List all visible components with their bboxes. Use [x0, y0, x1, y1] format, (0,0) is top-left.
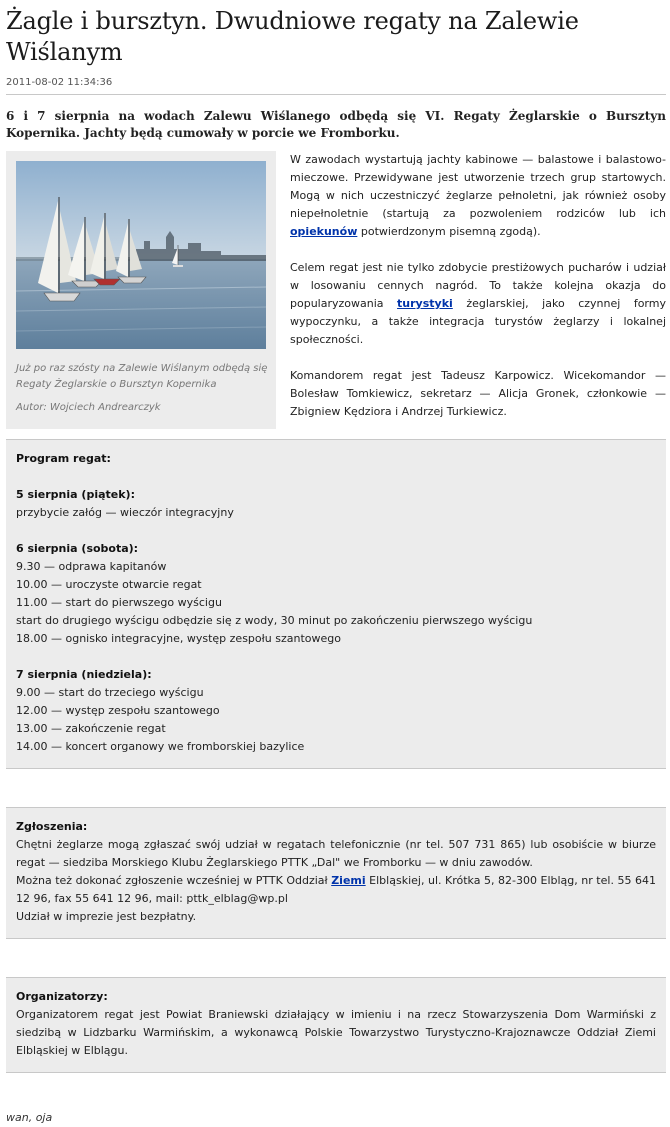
program-box	[6, 439, 666, 769]
author-signature: wan, oja	[6, 1111, 53, 1124]
link-turystyki[interactable]: turystyki	[397, 297, 453, 310]
spacer	[16, 468, 656, 486]
article-intro-section	[6, 151, 666, 429]
program-item: 13.00 — zakończenie regat	[16, 722, 166, 735]
program-item: przybycie załóg — wieczór integracyjny	[16, 506, 234, 519]
day-title: 5 sierpnia (piątek):	[16, 488, 135, 501]
article-title: Żagle i bursztyn. Dwudniowe regaty na Zalewie Wiślanym	[6, 7, 579, 66]
program-heading: Program regat:	[16, 452, 111, 465]
organizatorzy-heading: Organizatorzy:	[16, 990, 108, 1003]
article-lead: 6 i 7 sierpnia na wodach Zalewu Wiślanego odbędą się VI. Regaty Żeglarskie o Bursztyn Kopernika. Jachty będą cumowały w porcie we Fromborku.	[6, 109, 666, 140]
program-item: 11.00 — start do pierwszego wyścigu	[16, 596, 222, 609]
body-text: potwierdzonym pisemną zgodą).	[357, 225, 541, 238]
divider	[6, 94, 666, 95]
body-text: W zawodach wystartują jachty kabinowe — balastowe i balastowo-mieczowe. Przewidywane jest utworzenie trzech grup startowych. Mogą w nich uczestniczyć żeglarze pełnoletni, jak również osoby niepełnoletnie (startują za pozwoleniem rodziców lub ich	[290, 153, 666, 220]
organizatorzy-box	[6, 977, 666, 1073]
body-text: Celem regat jest nie tylko zdobycie prestiżowych pucharów i udział w losowaniu cennych nagród. To także kolejna okazja do popularyzowania	[290, 261, 666, 310]
zgloszenia-text-part: Można też dokonać zgłoszenie wcześniej w PTTK Oddział	[16, 874, 332, 887]
program-item: 9.30 — odprawa kapitanów	[16, 560, 167, 573]
body-paragraph	[290, 259, 666, 349]
photo-figure	[6, 151, 276, 429]
photo-caption: Już po raz szósty na Zalewie Wiślanym odbędą się Regaty Żeglarskie o Bursztyn Kopernika	[16, 363, 268, 390]
program-item: 18.00 — ognisko integracyjne, występ zespołu szantowego	[16, 632, 341, 645]
program-item: 12.00 — występ zespołu szantowego	[16, 704, 220, 717]
article	[6, 0, 666, 1124]
zgloszenia-text: Chętni żeglarze mogą zgłaszać swój udział w regatach telefonicznie (nr tel. 507 731 865) lub osobiście w biurze regat — siedziba Morskiego Klubu Żeglarskiego PTTK „Dal" we Fromborku — w dniu zawodów.	[16, 838, 656, 869]
program-item: 10.00 — uroczyste otwarcie regat	[16, 578, 202, 591]
body-paragraph: Komandorem regat jest Tadeusz Karpowicz. Wicekomandor — Bolesław Tomkiewicz, sekretarz — Alicja Gronek, członkowie — Zbigniew Kędziora i Andrzej Turkiewicz.	[290, 369, 666, 418]
day-title: 7 sierpnia (niedziela):	[16, 668, 152, 681]
zgloszenia-text	[16, 872, 656, 908]
program-item: 14.00 — koncert organowy we fromborskiej bazylice	[16, 740, 305, 753]
spacer	[16, 522, 656, 540]
link-ziemi[interactable]: Ziemi	[331, 874, 366, 887]
spacer	[16, 648, 656, 666]
day-title: 6 sierpnia (sobota):	[16, 542, 139, 555]
organizatorzy-text: Organizatorem regat jest Powiat Braniewski działający w imieniu i na rzecz Stowarzyszenia Dom Warmiński z siedzibą w Lidzbarku Warmińskim, a wykonawcą Polskie Towarzystwo Turystyczno-Krajoznawcze Oddział Ziemi Elbląskiej w Elblągu.	[16, 1008, 656, 1057]
zgloszenia-text-part: Elbląskiej, ul. Krótka 5, 82-300 Elbląg, nr tel. 55 641 12 96, fax 55 641 12 96, mail: pttk_elblag@wp.pl	[16, 874, 656, 905]
article-body	[290, 151, 666, 439]
body-text: żeglarskiej, jako czynnej formy wypoczynku, a także integracja turystów żeglarzy i lokalnej społeczności.	[290, 297, 666, 346]
program-item: 9.00 — start do trzeciego wyścigu	[16, 686, 204, 699]
zgloszenia-heading: Zgłoszenia:	[16, 820, 88, 833]
program-item: start do drugiego wyścigu odbędzie się z wody, 30 minut po zakończeniu pierwszego wyścigu	[16, 614, 533, 627]
body-paragraph	[290, 151, 666, 241]
sailboats-photo[interactable]	[16, 161, 266, 349]
link-opiekunow[interactable]: opiekunów	[290, 225, 358, 238]
zgloszenia-box	[6, 807, 666, 939]
photo-author: Autor: Wojciech Andrearczyk	[16, 402, 161, 413]
article-date: 2011-08-02 11:34:36	[6, 77, 113, 88]
zgloszenia-text: Udział w imprezie jest bezpłatny.	[16, 910, 197, 923]
